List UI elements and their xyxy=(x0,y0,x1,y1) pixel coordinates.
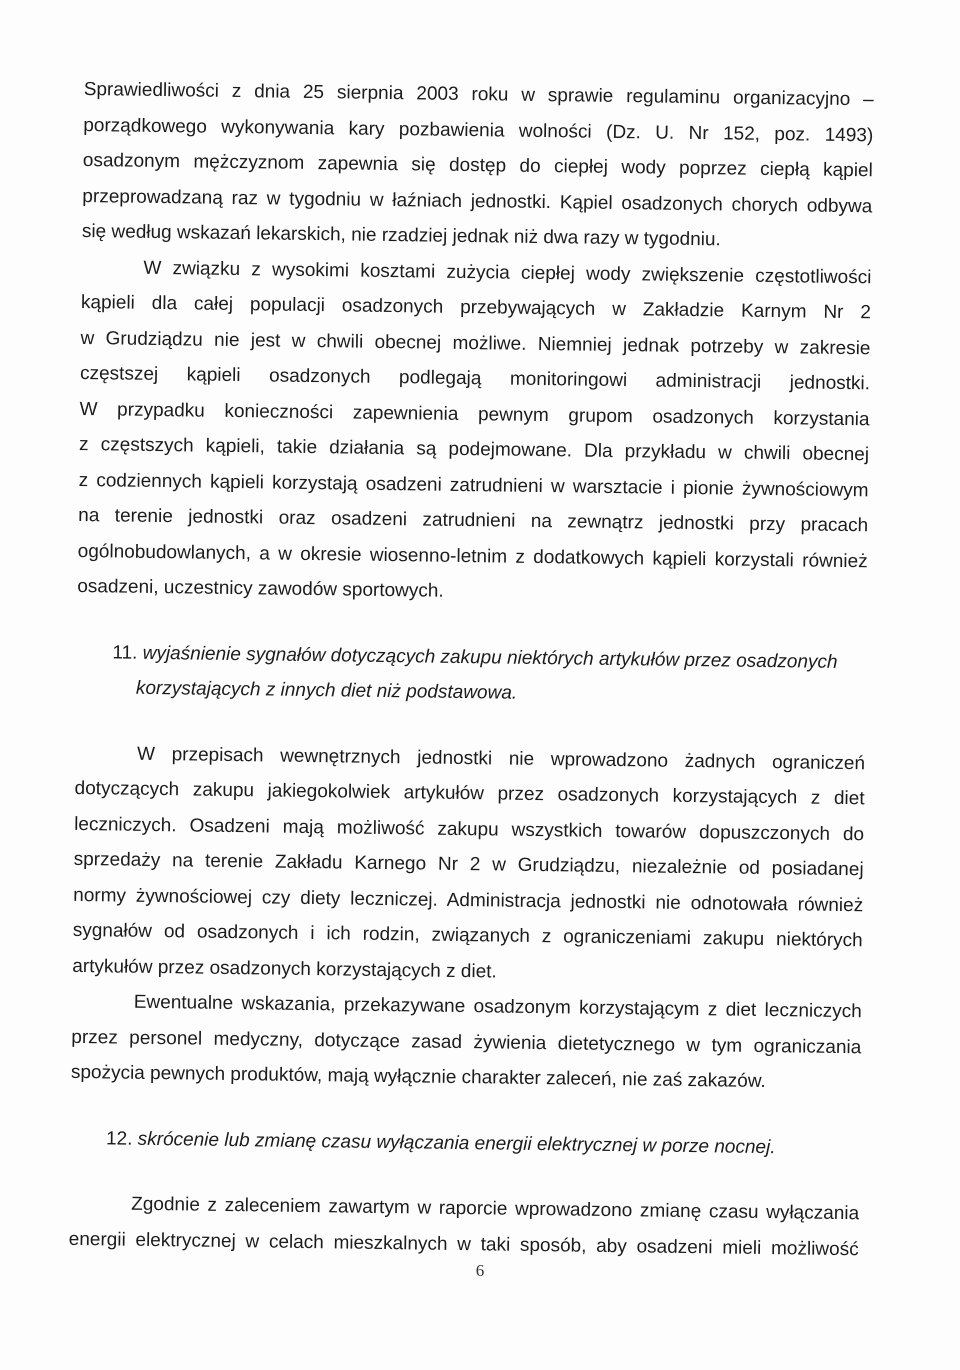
text-line: z częstszych kąpieli, takie działania są podejmowane. Dla przykładu w chwili obecnej xyxy=(78,433,870,466)
paragraph-5 xyxy=(68,1186,859,1267)
text-line: leczniczych. Osadzeni mają możliwość zakupu wszystkich towarów dopuszczonych do xyxy=(74,813,865,845)
text-line: Sprawiedliwości z dnia 25 sierpnia 2003 roku w sprawie regulaminu organizacyjno – xyxy=(83,78,874,111)
text-line: porządkowego wykonywania kary pozbawienia wolności (Dz. U. Nr 152, poz. 1493) xyxy=(83,114,874,146)
text-line: sprzedaży na terenie Zakładu Karnego Nr 2 w Grudziądzu, niezależnie od posiadanej xyxy=(73,848,864,881)
text-line: spożycia pewnych produktów, mają wyłącznie charakter zaleceń, nie zaś zakazów. xyxy=(70,1061,766,1093)
section-heading-11 xyxy=(76,634,867,715)
text-line: przez personel medyczny, dotyczące zasad żywienia dietetycznego w tym ograniczania xyxy=(71,1026,862,1058)
text-line: Zgodnie z zaleceniem zawartym w raporcie wprowadzono zmianę czasu wyłączania xyxy=(131,1193,860,1225)
text-line: energii elektrycznej w celach mieszkalnych w taki sposób, aby osadzeni mieli możliwość xyxy=(68,1228,859,1260)
text-line: artykułów przez osadzonych korzystających z diet. xyxy=(72,955,497,982)
page-number: 6 xyxy=(475,1261,485,1280)
text-line: Ewentualne wskazania, przekazywane osadzonym korzystającym z diet leczniczych xyxy=(133,991,862,1023)
text-line: na terenie jednostki oraz osadzeni zatrudnieni na zewnątrz jednostki przy pracach xyxy=(78,504,869,537)
text-line: się według wskazań lekarskich, nie rzadziej jednak niż dwa razy w tygodniu. xyxy=(81,220,721,251)
text-line: częstszej kąpieli osadzonych podlegają monitoringowi administracji jednostki. xyxy=(79,362,871,395)
text-line: kąpieli dla całej populacji osadzonych przebywających w Zakładzie Karnym Nr 2 xyxy=(80,291,872,324)
page-content xyxy=(68,72,873,1267)
text-line: W związku z wysokimi kosztami zużycia ciepłej wody zwiększenie częstotliwości xyxy=(143,257,872,288)
text-line: z codziennych kąpieli korzystają osadzeni zatrudnieni w warsztacie i pionie żywnościowym xyxy=(78,469,869,501)
text-line: osadzeni, uczestnicy zawodów sportowych. xyxy=(77,575,444,602)
section-number: 12. xyxy=(105,1127,133,1150)
paragraph-1 xyxy=(82,72,874,260)
text-line: sygnałów od osadzonych i ich rodzin, związanych z ograniczeniami zakupu niektórych xyxy=(72,919,863,952)
paragraph-2 xyxy=(77,249,872,614)
text-line: W przypadku konieczności zapewnienia pewnym grupom osadzonych korzystania xyxy=(79,398,870,430)
section-number: 11. xyxy=(112,641,138,664)
text-line: dotyczących zakupu jakiegokolwiek artykułów przez osadzonych korzystających z diet xyxy=(74,777,865,810)
text-line: przeprowadzaną raz w tygodniu w łaźniach jednostki. Kąpiel osadzonych chorych odbywa xyxy=(82,185,873,217)
text-line: ogólnobudowlanych, a w okresie wiosenno-letnim z dodatkowych kąpieli korzystali również xyxy=(77,540,868,572)
heading-line: korzystających z innych diet niż podstawowa. xyxy=(135,677,518,704)
text-line: W przepisach wewnętrznych jednostki nie wprowadzono żadnych ograniczeń xyxy=(136,743,866,774)
heading-line: wyjaśnienie sygnałów dotyczących zakupu niektórych artykułów przez osadzonych xyxy=(142,642,838,673)
text-line: normy żywnościowej czy diety leczniczej. Administracja jednostki nie odnotowała również xyxy=(73,884,864,916)
paragraph-4 xyxy=(71,984,862,1101)
text-line: osadzonym mężczyznom zapewnia się dostęp do ciepłej wody poprzez ciepłą kąpiel xyxy=(82,149,873,182)
heading-line: skrócenie lub zmianę czasu wyłączania energii elektrycznej w porze nocnej. xyxy=(137,1128,776,1158)
text-line: w Grudziądzu nie jest w chwili obecnej możliwe. Niemniej jednak potrzeby w zakresie xyxy=(80,327,871,359)
paragraph-3 xyxy=(72,735,865,994)
